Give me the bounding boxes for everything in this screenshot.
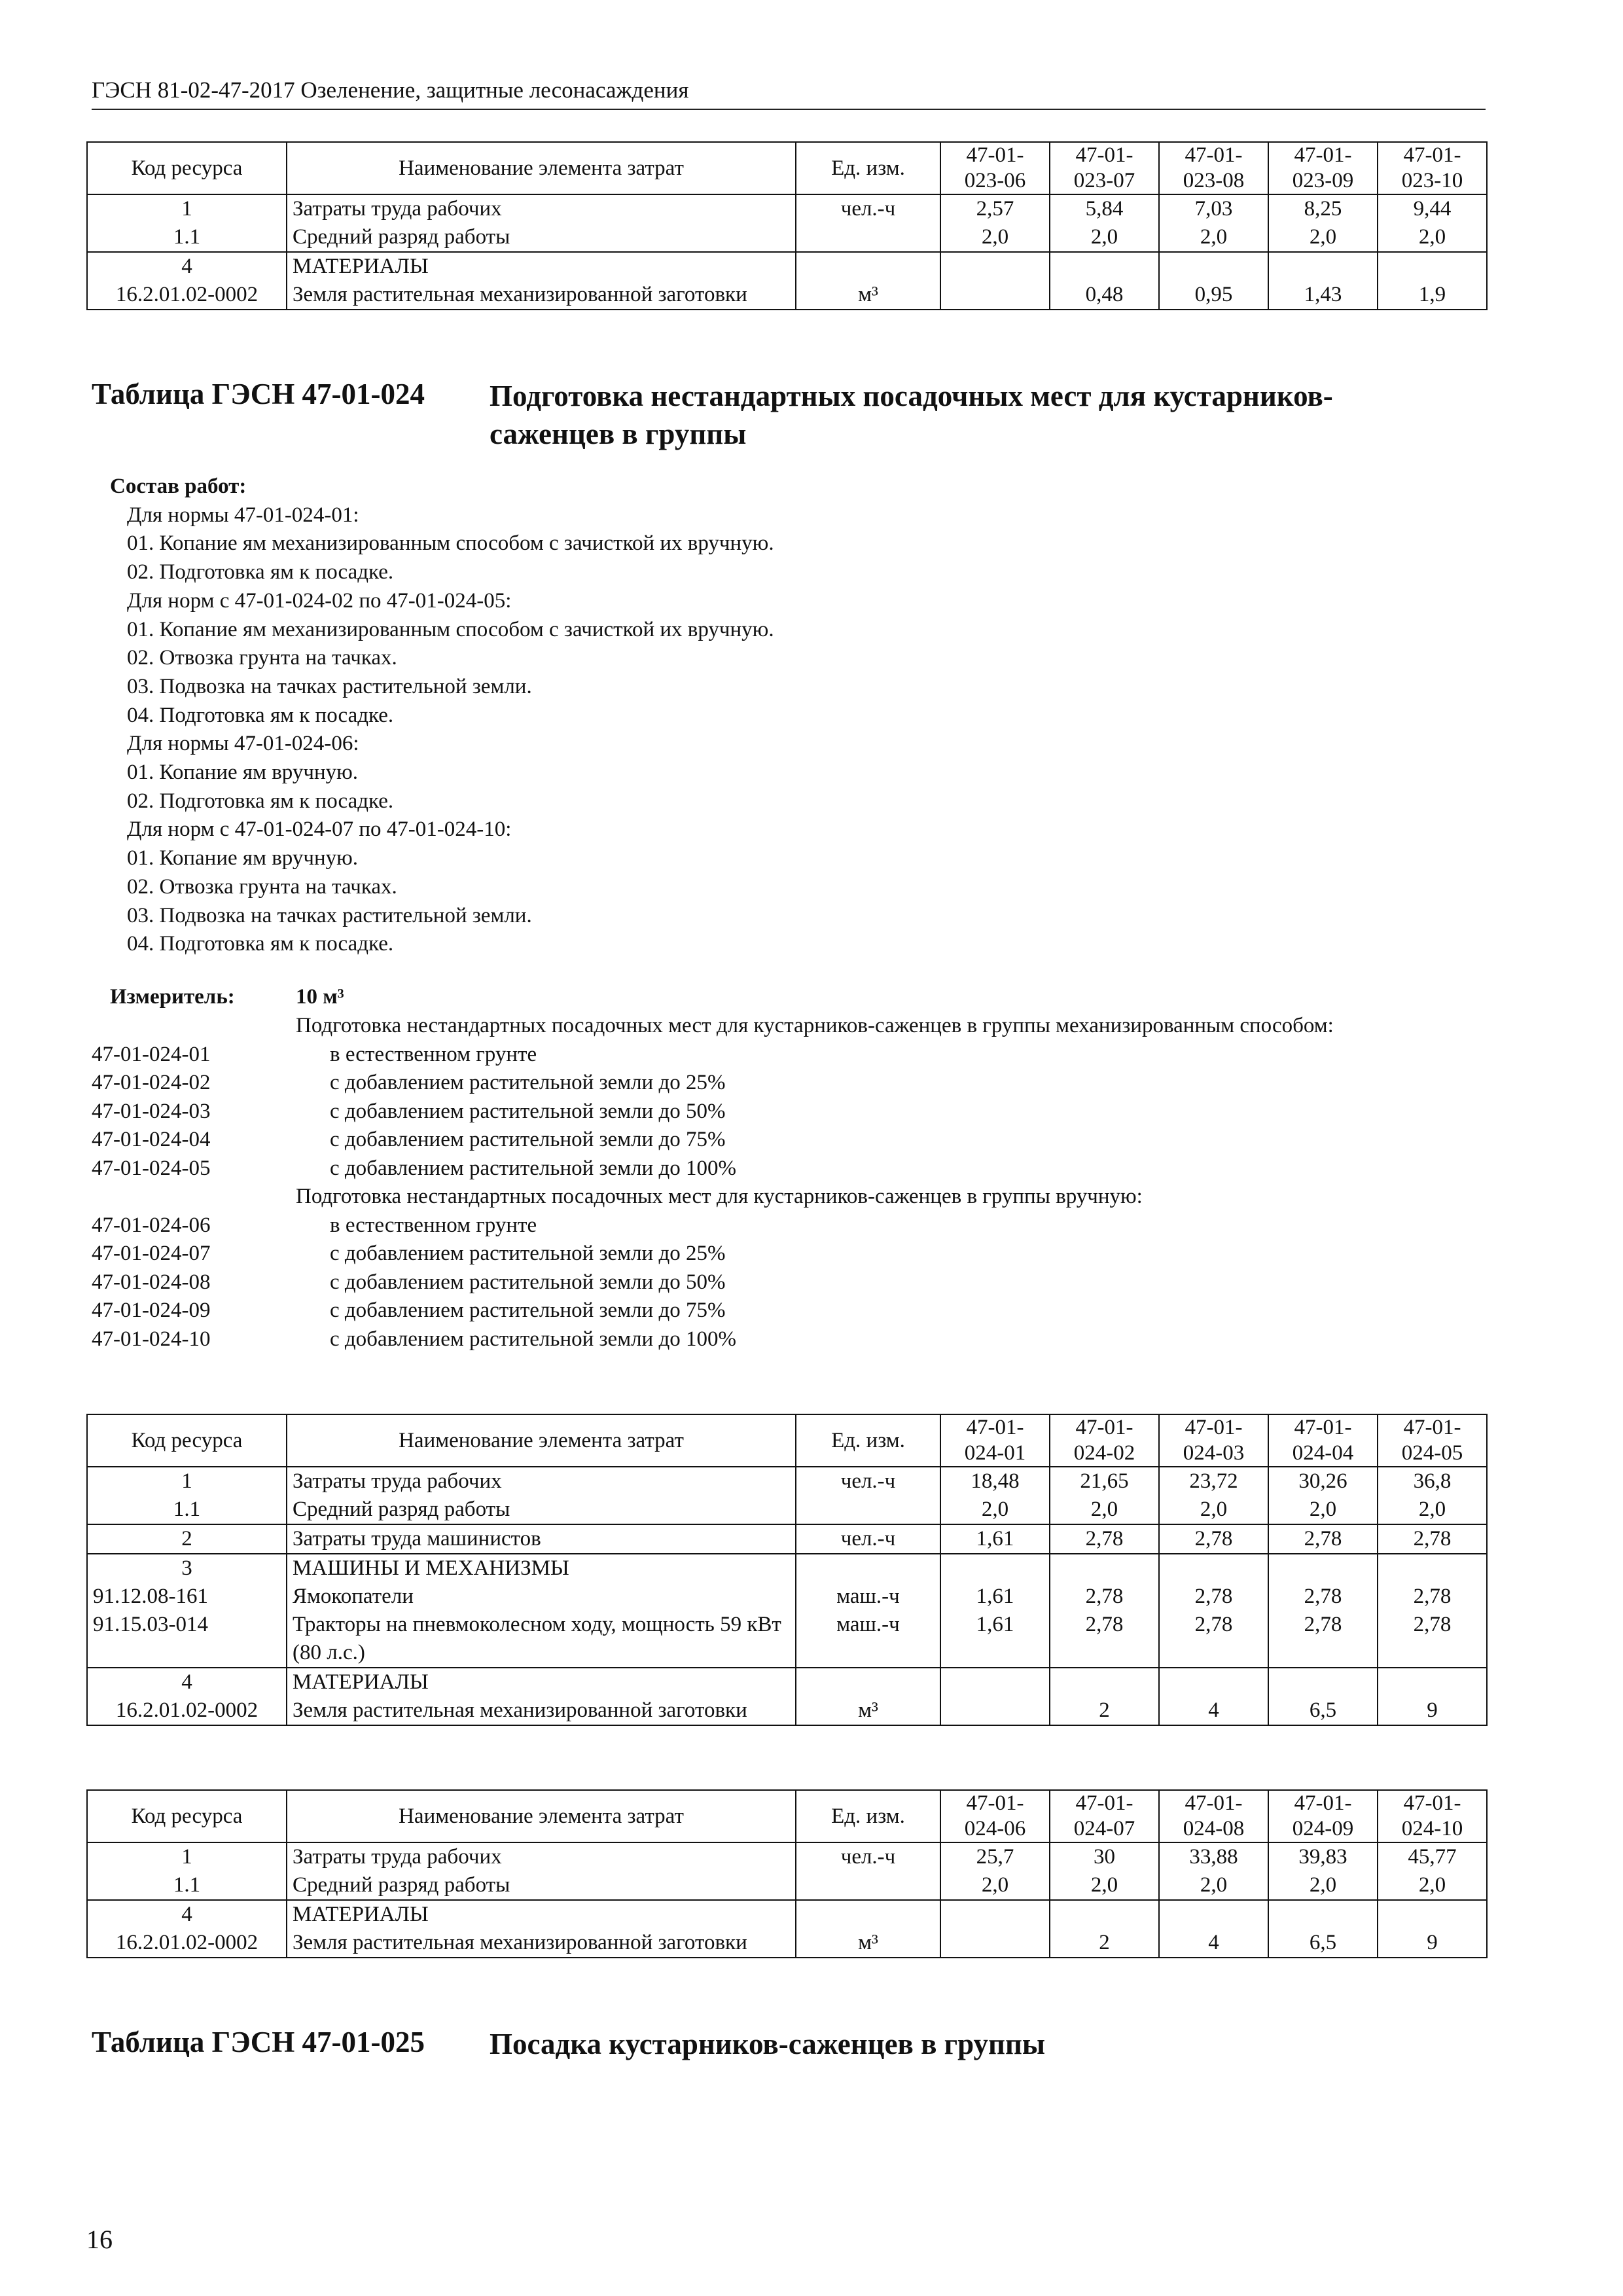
row-name: МАШИНЫ И МЕХАНИЗМЫ (287, 1554, 796, 1583)
row-value: 6,5 (1268, 1929, 1378, 1958)
norm-code: 47-01-024-08 (92, 1270, 211, 1294)
list-item: 01. Копание ям вручную. (127, 846, 359, 870)
row-value: 2 (1050, 1696, 1159, 1725)
row-value: 2,78 (1378, 1583, 1487, 1611)
row-value: 0,95 (1159, 281, 1268, 310)
row-value: 39,83 (1268, 1842, 1378, 1871)
table-row (87, 1900, 1487, 1929)
norm-code: 47-01-024-09 (92, 1299, 211, 1322)
row-value: 2,0 (1268, 223, 1378, 252)
col-unit-header: Ед. изм. (796, 1414, 940, 1467)
row-value: 2,78 (1268, 1583, 1378, 1611)
row-code: 1.1 (87, 1871, 287, 1900)
norm-code: 47-01-024-07 (92, 1242, 211, 1265)
list-item (92, 1041, 1492, 1069)
row-value: 2,0 (1050, 1871, 1159, 1900)
row-value: 6,5 (1268, 1696, 1378, 1725)
norm-header: 47-01- 023-07 (1050, 142, 1159, 194)
norm-text: с добавлением растительной земли до 75% (330, 1299, 726, 1322)
row-value: 23,72 (1159, 1467, 1268, 1496)
table-header-row (87, 142, 1487, 194)
row-value (1159, 1900, 1268, 1929)
row-value: 2,0 (1159, 1871, 1268, 1900)
row-name: Затраты труда рабочих (287, 1842, 796, 1871)
row-name: Земля растительная механизированной заготовки (287, 281, 796, 310)
list-item (92, 1155, 1492, 1183)
row-unit: чел.-ч (796, 1842, 940, 1871)
row-value (1050, 1668, 1159, 1696)
norm-text: с добавлением растительной земли до 50% (330, 1270, 726, 1294)
row-code: 91.12.08-161 (87, 1583, 287, 1611)
page-number: 16 (86, 2225, 113, 2254)
list-item: 02. Подготовка ям к посадке. (127, 789, 394, 813)
norm-header: 47-01- 024-02 (1050, 1414, 1159, 1467)
row-value (1159, 252, 1268, 281)
row-value: 36,8 (1378, 1467, 1487, 1496)
row-value: 2,0 (1159, 1496, 1268, 1524)
list-item (92, 1098, 1492, 1126)
list-item: Для нормы 47-01-024-06: (127, 732, 359, 756)
row-value: 2,78 (1159, 1583, 1268, 1611)
row-value (940, 1929, 1050, 1958)
row-value: 1,9 (1378, 281, 1487, 310)
norm-text: в естественном грунте (330, 1213, 537, 1237)
row-value (940, 1554, 1050, 1583)
row-unit (796, 1900, 940, 1929)
col-name-header: Наименование элемента затрат (287, 1414, 796, 1467)
list-item: 01. Копание ям механизированным способом с зачисткой их вручную. (127, 617, 774, 641)
norm-header: 47-01- 024-04 (1268, 1414, 1378, 1467)
row-value: 4 (1159, 1929, 1268, 1958)
row-unit: чел.-ч (796, 1467, 940, 1496)
row-value (940, 281, 1050, 310)
row-value (1268, 1900, 1378, 1929)
norm-code: 47-01-024-10 (92, 1327, 211, 1351)
row-value: 2,78 (1050, 1583, 1159, 1611)
row-code: 16.2.01.02-0002 (87, 1696, 287, 1725)
table-title: Подготовка нестандартных посадочных мест для кустарников-саженцев в группы (490, 380, 1333, 450)
row-code: 1 (87, 1842, 287, 1871)
row-code: 16.2.01.02-0002 (87, 281, 287, 310)
table-row (87, 1871, 1487, 1900)
row-name: Затраты труда рабочих (287, 1467, 796, 1496)
row-name: МАТЕРИАЛЫ (287, 1900, 796, 1929)
norm-text: с добавлением растительной земли до 75% (330, 1128, 726, 1151)
header-rule (92, 109, 1486, 110)
row-value (1378, 1900, 1487, 1929)
row-value: 2,0 (1159, 223, 1268, 252)
list-item: 01. Копание ям вручную. (127, 761, 359, 785)
table-row (87, 1611, 1487, 1668)
norm-header: 47-01- 024-10 (1378, 1790, 1487, 1842)
row-value: 2,78 (1268, 1611, 1378, 1668)
norm-header: 47-01- 023-09 (1268, 142, 1378, 194)
table-row (87, 1524, 1487, 1554)
norm-header: 47-01- 024-06 (940, 1790, 1050, 1842)
row-value: 2,78 (1268, 1524, 1378, 1554)
row-unit: маш.-ч (796, 1611, 940, 1668)
table-row (87, 194, 1487, 223)
works-section (110, 473, 1288, 959)
row-code: 1.1 (87, 1496, 287, 1524)
row-value: 2,78 (1378, 1524, 1487, 1554)
row-value: 2,0 (940, 223, 1050, 252)
row-code: 4 (87, 252, 287, 281)
norm-code: 47-01-024-01 (92, 1042, 211, 1066)
norm-text: с добавлением растительной земли до 100% (330, 1156, 736, 1180)
list-item (92, 1268, 1492, 1297)
norm-header: 47-01- 023-06 (940, 142, 1050, 194)
row-unit: м³ (796, 1696, 940, 1725)
row-value: 2,0 (1378, 1496, 1487, 1524)
row-value: 2,0 (1268, 1871, 1378, 1900)
row-code: 1 (87, 194, 287, 223)
norm-header: 47-01- 023-10 (1378, 142, 1487, 194)
row-value: 2,78 (1159, 1611, 1268, 1668)
table-row (87, 1467, 1487, 1496)
row-value: 45,77 (1378, 1842, 1487, 1871)
norm-text: в естественном грунте (330, 1042, 537, 1066)
table-row (87, 1929, 1487, 1958)
norm-text: с добавлением растительной земли до 50% (330, 1099, 726, 1123)
row-value: 9,44 (1378, 194, 1487, 223)
norm-code: 47-01-024-02 (92, 1071, 211, 1094)
list-item: 01. Копание ям механизированным способом с зачисткой их вручную. (127, 531, 774, 556)
resource-table-024-06-10 (86, 1789, 1488, 1958)
group-materials (87, 252, 1487, 310)
row-value (1378, 1554, 1487, 1583)
list-item: 02. Отвозка грунта на тачках. (127, 646, 397, 670)
row-unit (796, 1554, 940, 1583)
table-row (87, 1554, 1487, 1583)
norm-text: с добавлением растительной земли до 100% (330, 1327, 736, 1351)
list-item: Для норм с 47-01-024-07 по 47-01-024-10: (127, 817, 512, 842)
row-value: 2,0 (940, 1871, 1050, 1900)
table-row (87, 1696, 1487, 1725)
row-value (1050, 252, 1159, 281)
row-unit (796, 252, 940, 281)
norm-text: с добавлением растительной земли до 25% (330, 1071, 726, 1094)
row-unit: м³ (796, 1929, 940, 1958)
row-value: 0,48 (1050, 281, 1159, 310)
list-item (92, 1069, 1492, 1098)
row-name: Затраты труда рабочих (287, 194, 796, 223)
table-row (87, 1583, 1487, 1611)
group-title: Подготовка нестандартных посадочных мест для кустарников-саженцев в группы вручную: (296, 1185, 1143, 1208)
col-code-header: Код ресурса (87, 1790, 287, 1842)
table-row (87, 1668, 1487, 1696)
row-name: Ямокопатели (287, 1583, 796, 1611)
row-value: 2 (1050, 1929, 1159, 1958)
row-unit (796, 223, 940, 252)
row-code: 4 (87, 1668, 287, 1696)
table-header-row (87, 1414, 1487, 1467)
running-header: ГЭСН 81-02-47-2017 Озеленение, защитные лесонасаждения (92, 77, 689, 103)
norm-code: 47-01-024-06 (92, 1213, 211, 1237)
row-value: 9 (1378, 1929, 1487, 1958)
row-code: 91.15.03-014 (87, 1611, 287, 1668)
table-row (87, 281, 1487, 310)
norm-code: 47-01-024-03 (92, 1099, 211, 1123)
table-row (87, 223, 1487, 252)
col-code-header: Код ресурса (87, 142, 287, 194)
row-name: МАТЕРИАЛЫ (287, 1668, 796, 1696)
row-code: 3 (87, 1554, 287, 1583)
row-unit (796, 1871, 940, 1900)
table-label: Таблица ГЭСН 47-01-025 (92, 2026, 425, 2058)
row-value: 25,7 (940, 1842, 1050, 1871)
norm-header: 47-01- 024-01 (940, 1414, 1050, 1467)
norm-header: 47-01- 024-08 (1159, 1790, 1268, 1842)
list-item: 02. Отвозка грунта на тачках. (127, 874, 397, 899)
list-item: Для норм с 47-01-024-02 по 47-01-024-05: (127, 588, 512, 613)
row-name: МАТЕРИАЛЫ (287, 252, 796, 281)
row-value (1268, 1554, 1378, 1583)
list-item (92, 1012, 1492, 1041)
table-row (87, 1842, 1487, 1871)
list-item: 04. Подготовка ям к посадке. (127, 932, 394, 956)
col-code-header: Код ресурса (87, 1414, 287, 1467)
meter-value: 10 м³ (296, 985, 344, 1009)
row-unit: чел.-ч (796, 194, 940, 223)
row-value (1050, 1554, 1159, 1583)
row-unit: м³ (796, 281, 940, 310)
row-value: 2,0 (1378, 1871, 1487, 1900)
col-unit-header: Ед. изм. (796, 1790, 940, 1842)
col-unit-header: Ед. изм. (796, 142, 940, 194)
row-name: Затраты труда машинистов (287, 1524, 796, 1554)
table-row (87, 1496, 1487, 1524)
row-name: Земля растительная механизированной заготовки (287, 1696, 796, 1725)
row-value (940, 1696, 1050, 1725)
row-value: 2,78 (1050, 1611, 1159, 1668)
norm-header: 47-01- 024-07 (1050, 1790, 1159, 1842)
row-value: 2,78 (1159, 1524, 1268, 1554)
row-value: 1,61 (940, 1611, 1050, 1668)
row-value: 30 (1050, 1842, 1159, 1871)
row-code: 4 (87, 1900, 287, 1929)
works-label: Состав работ: (110, 475, 247, 498)
row-value: 5,84 (1050, 194, 1159, 223)
list-item: Для нормы 47-01-024-01: (127, 503, 359, 527)
resource-table-023 (86, 141, 1488, 310)
row-unit (796, 1496, 940, 1524)
row-code: 16.2.01.02-0002 (87, 1929, 287, 1958)
list-item (92, 1211, 1492, 1240)
norm-text: с добавлением растительной земли до 25% (330, 1242, 726, 1265)
group-labor (87, 194, 1487, 252)
row-unit: маш.-ч (796, 1583, 940, 1611)
row-name: Тракторы на пневмоколесном ходу, мощность 59 кВт (80 л.с.) (287, 1611, 796, 1668)
row-value: 2,0 (940, 1496, 1050, 1524)
table-row (87, 252, 1487, 281)
row-name: Средний разряд работы (287, 1871, 796, 1900)
norms-list (92, 1012, 1492, 1354)
row-value: 2,0 (1378, 223, 1487, 252)
row-value (940, 1900, 1050, 1929)
row-value: 1,43 (1268, 281, 1378, 310)
row-value (1268, 252, 1378, 281)
list-item (92, 1126, 1492, 1155)
row-value: 2,57 (940, 194, 1050, 223)
meter-label: Измеритель: (110, 985, 235, 1009)
row-value: 21,65 (1050, 1467, 1159, 1496)
row-value (940, 252, 1050, 281)
works-list (110, 501, 1288, 959)
row-value: 18,48 (940, 1467, 1050, 1496)
row-value: 2,78 (1050, 1524, 1159, 1554)
group-title: Подготовка нестандартных посадочных мест для кустарников-саженцев в группы механизированным способом: (296, 1014, 1334, 1037)
norm-header: 47-01- 024-05 (1378, 1414, 1487, 1467)
row-value: 2,0 (1050, 223, 1159, 252)
row-value: 1,61 (940, 1524, 1050, 1554)
row-code: 1.1 (87, 223, 287, 252)
row-value: 7,03 (1159, 194, 1268, 223)
col-name-header: Наименование элемента затрат (287, 1790, 796, 1842)
row-code: 2 (87, 1524, 287, 1554)
table-title: Посадка кустарников-саженцев в группы (490, 2028, 1046, 2060)
row-value (1159, 1554, 1268, 1583)
row-value (1159, 1668, 1268, 1696)
row-value: 9 (1378, 1696, 1487, 1725)
table-label: Таблица ГЭСН 47-01-024 (92, 378, 425, 410)
row-unit (796, 1668, 940, 1696)
row-name: Средний разряд работы (287, 1496, 796, 1524)
list-item: 04. Подготовка ям к посадке. (127, 703, 394, 727)
norm-code: 47-01-024-05 (92, 1156, 211, 1180)
list-item (92, 1240, 1492, 1268)
row-name: Земля растительная механизированной заготовки (287, 1929, 796, 1958)
row-value (940, 1668, 1050, 1696)
list-item: 02. Подготовка ям к посадке. (127, 560, 394, 584)
row-value: 4 (1159, 1696, 1268, 1725)
row-value (1268, 1668, 1378, 1696)
row-code: 1 (87, 1467, 287, 1496)
row-value: 2,0 (1050, 1496, 1159, 1524)
row-value: 2,78 (1378, 1611, 1487, 1668)
list-item: 03. Подвозка на тачках растительной земли. (127, 903, 532, 927)
list-item (92, 1325, 1492, 1354)
list-item (92, 1183, 1492, 1211)
list-item: 03. Подвозка на тачках растительной земли. (127, 674, 532, 698)
row-unit: чел.-ч (796, 1524, 940, 1554)
row-value (1378, 1668, 1487, 1696)
col-name-header: Наименование элемента затрат (287, 142, 796, 194)
row-value (1378, 252, 1487, 281)
row-value: 8,25 (1268, 194, 1378, 223)
row-value: 2,0 (1268, 1496, 1378, 1524)
resource-table-024-01-05 (86, 1414, 1488, 1726)
row-value: 33,88 (1159, 1842, 1268, 1871)
row-name: Средний разряд работы (287, 223, 796, 252)
norm-code: 47-01-024-04 (92, 1128, 211, 1151)
row-value: 1,61 (940, 1583, 1050, 1611)
table-header-row (87, 1790, 1487, 1842)
list-item (92, 1297, 1492, 1325)
row-value (1050, 1900, 1159, 1929)
norm-header: 47-01- 024-03 (1159, 1414, 1268, 1467)
row-value: 30,26 (1268, 1467, 1378, 1496)
norm-header: 47-01- 024-09 (1268, 1790, 1378, 1842)
norm-header: 47-01- 023-08 (1159, 142, 1268, 194)
